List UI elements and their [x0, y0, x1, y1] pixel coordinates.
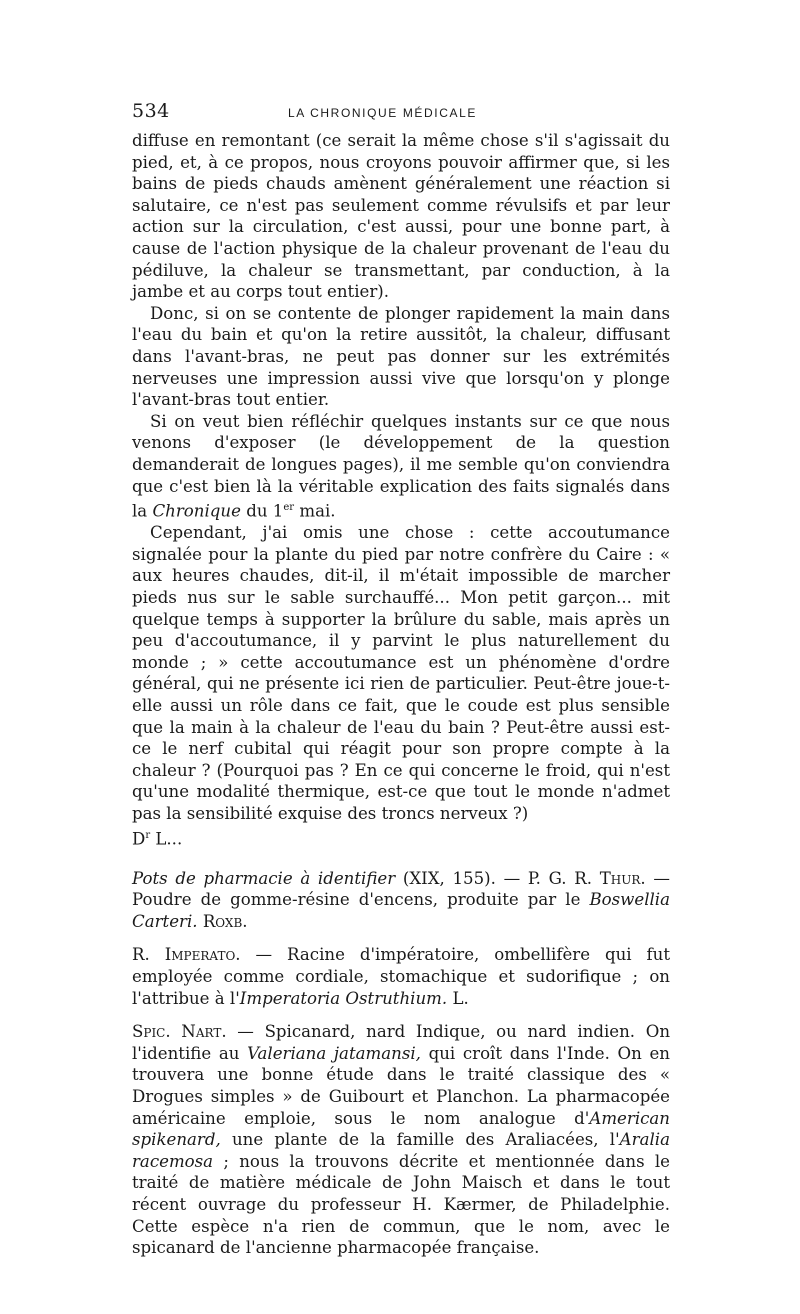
paragraph-1: diffuse en remontant (ce serait la même chose s'il s'agissait du pied, et, à ce propos, nous croyons pouvoir affirmer que, si les bains de pieds chauds amènent généralement une réaction si salutaire, ce n'est pas seulement comme révulsifs et par leur action sur la circulation, c'est aussi, pour une bonne part, à cause de l'action physique de la chaleur provenant de l'eau du pédiluve, la chaleur se transmettant, par conduction, à la jambe et au corps tout entier). [132, 131, 670, 302]
note-2-text: — Racine d'impératoire, ombellifère qui fut employée comme cordiale, stomachique et sudorifique ; on l'attribue à l' [132, 945, 671, 1008]
paragraph-3-text: Si on veut bien réfléchir quelques instants sur ce que nous venons d'exposer (le développement de la question demanderait de longues pages), il me semble qu'on conviendra que c'est bien là la véritable explication des faits signalés dans la [132, 411, 670, 521]
page [132, 100, 670, 1259]
signature-sup: r [145, 829, 151, 841]
signature-l: L... [155, 829, 183, 849]
note-2-end: L. [452, 988, 469, 1008]
signature-d: D [132, 829, 146, 849]
page-number: 534 [132, 100, 170, 122]
paragraph-3 [132, 411, 670, 523]
article-body [132, 130, 670, 1259]
note-2-name: Imperato. [164, 945, 241, 965]
note-1 [132, 868, 670, 933]
note-1-title: Pots de pharmacie à identifier [132, 868, 396, 888]
running-title: LA CHRONIQUE MÉDICALE [288, 106, 477, 120]
note-3-text-c: une plante de la famille des Araliacées, l' [231, 1130, 620, 1150]
paragraph-3-end: mai. [299, 501, 336, 521]
note-3-text-a: — Spicanard, nard Indique, ou nard indien. On l'identifie au [132, 1022, 671, 1063]
date-ordinal: er [283, 502, 295, 514]
note-2-species: Imperatoria Ostruthium. [239, 988, 448, 1008]
paragraph-3-du: du [246, 501, 268, 521]
note-3-species-2: American spikenard, [132, 1108, 670, 1150]
note-3 [132, 1021, 670, 1259]
note-3-text-b: qui croît dans l'Inde. On en trouvera une bonne étude dans le traité classique des « Drogues simples » de Guibourt et Planchon. La pharmacopée américaine emploie, sous le nom analogue d' [132, 1043, 670, 1128]
date-number: 1 [272, 501, 284, 521]
note-1-species: Boswellia Carteri. [132, 890, 671, 931]
note-3-head: Spic. Nart. [132, 1022, 227, 1042]
note-3-species-3: Aralia racemosa [132, 1130, 670, 1171]
note-2-head: R. [132, 945, 150, 965]
note-1-authority: Roxb. [202, 911, 248, 931]
note-3-text-d: ; nous la trouvons décrite et mentionnée dans le traité de matière médicale de John Maisch et dans le tout récent ouvrage du professeur H. Kærmer, de Philadelphie. Cette espèce n'a rien de commun, que le nom, avec le spicanard de l'ancienne pharmacopée française. [132, 1151, 670, 1258]
journal-title: Chronique [152, 501, 241, 521]
note-1-ref: (XIX, 155). — P. G. R. [402, 868, 593, 888]
running-header [132, 100, 670, 124]
paragraph-2: Donc, si on se contente de plonger rapidement la main dans l'eau du bain et qu'on la retire aussitôt, la chaleur, diffusant dans l'avant-bras, ne peut pas donner sur les extrémités nerveuses une impression aussi vive que lorsqu'on y plonge l'avant-bras tout entier. [132, 303, 670, 410]
note-1-author: Thur. [599, 868, 646, 888]
note-1-text: — Poudre de gomme-résine d'encens, produite par le [132, 868, 670, 910]
note-3-species-1: Valeriana jatamansi, [247, 1043, 421, 1063]
signature [132, 825, 670, 850]
paragraph-4: Cependant, j'ai omis une chose : cette accoutumance signalée pour la plante du pied par notre confrère du Caire : « aux heures chaudes, dit-il, il m'était impossible de marcher pieds nus sur le sable surchauffé... Mon petit garçon... mit quelque temps à supporter la brûlure du sable, mais après un peu d'accoutumance, il y parvint le plus naturellement du monde ; » cette accoutumance est un phénomène d'ordre général, qui ne présente ici rien de particulier. Peut-être joue-t-elle aussi un rôle dans ce fait, que le coude est plus sensible que la main à la chaleur de l'eau du bain ? Peut-être aussi est-ce le nerf cubital qui réagit pour son propre compte à la chaleur ? (Pourquoi pas ? En ce qui concerne le froid, qui n'est qu'une modalité thermique, est-ce que tout le monde n'admet pas la sensibilité exquise des troncs nerveux ?) [132, 523, 670, 823]
note-2 [132, 944, 670, 1009]
